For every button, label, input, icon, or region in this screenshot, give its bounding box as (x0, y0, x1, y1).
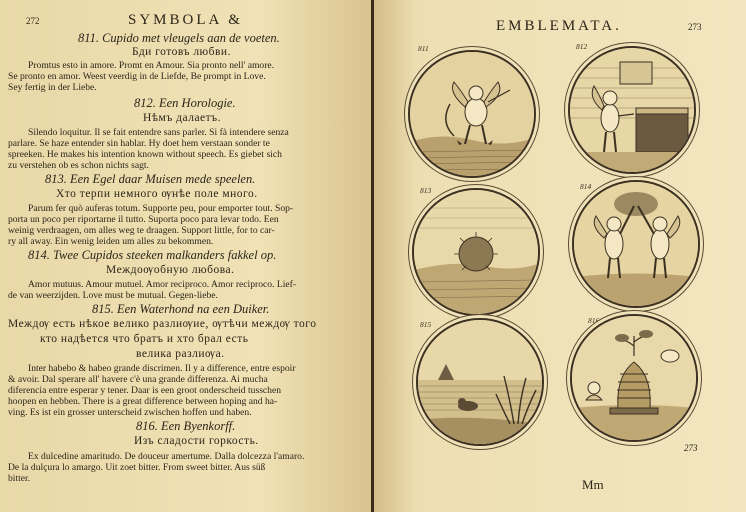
entry-813-line: porta un poco per riportarne il tutto. Suporta poco para levar todo. Een (8, 214, 279, 225)
bottom-page-number: 273 (684, 443, 698, 453)
emblem-811-engraving (408, 50, 536, 178)
left-page (0, 0, 372, 512)
entry-811-slavonic: Бди готовъ любви. (132, 46, 231, 58)
entry-811-line: Se pronto en amor. Weest veerdig in de Liefde, Be prompt in Love. (8, 71, 266, 82)
entry-812-line: spreeken. He makes his intention known without speech. Es giebet sich (8, 149, 282, 160)
entry-813-slavonic: Хто терпи немного ѹнѣе поле много. (56, 188, 258, 200)
entry-816-line: Ex dulcedine amaritudo. De douceur amertume. Dalla dolcezza l'amaro. (28, 451, 305, 462)
right-page-number: 273 (688, 22, 702, 32)
emblem-number: 812 (576, 42, 588, 51)
emblem-number: 813 (420, 186, 432, 195)
emblem-number: 815 (420, 320, 432, 329)
entry-812-slavonic: Нѣмъ далаетъ. (143, 112, 221, 124)
entry-814-slavonic: Междоѹобную любова. (106, 264, 235, 276)
entry-816-slavonic: Изъ сладости горкость. (134, 435, 259, 447)
entry-811-line: Sey fertig in der Liebe. (8, 82, 97, 93)
left-page-number: 272 (26, 16, 40, 26)
emblem-number: 814 (580, 182, 592, 191)
entry-815-slavonic: Междѹ есть нѣкое велико разлиѹие, ѹтѣчи междѹ того (8, 318, 317, 330)
entry-815-slavonic: велика разлиѹа. (136, 348, 225, 360)
entry-813-heading: 813. Een Egel daar Muisen mede speelen. (45, 172, 256, 186)
entry-812-line: parlare. Se haze entender sin hablar. Hy doet hem verstaan sonder te (8, 138, 270, 149)
right-running-head: EMBLEMATA. (496, 18, 622, 34)
emblem-815-engraving (416, 318, 544, 446)
entry-814-line: de van weerzijden. Love must be mutual. Gegen-liebe. (8, 290, 218, 301)
entry-812-line: Silendo loquitur. Il se fait entendre sans parler. Si fà intendere senza (28, 127, 289, 138)
entry-812-line: zu verstehen ob es schon nichts sagt. (8, 160, 149, 171)
left-running-head: SYMBOLA & (128, 12, 243, 28)
emblem-813-engraving (412, 188, 540, 316)
entry-811-heading: 811. Cupido met vleugels aan de voeten. (78, 31, 280, 45)
entry-815-slavonic: кто надѣется что братъ и хто брал есть (40, 333, 249, 345)
entry-815-line: hoopen en hebben. There is a great difference between hoping and ha- (8, 396, 278, 407)
entry-811-line: Promtus esto in amore. Promt en Amour. Sia pronto nell' amore. (28, 60, 275, 71)
entry-813-line: ry all away. Ein wenig leiden um alles zu bekommen. (8, 236, 214, 247)
entry-815-line: & avoir. Dal sperare all' havere c'è una grande differenza. Ai mucha (8, 374, 268, 385)
emblem-814-engraving (572, 180, 700, 308)
entry-816-line: bitter. (8, 473, 31, 484)
emblem-812-engraving (568, 46, 696, 174)
entry-815-line: ving. Es ist ein grosser unterscheid zwischen hoffen und haben. (8, 407, 252, 418)
entry-815-heading: 815. Een Waterhond na een Duiker. (92, 302, 270, 316)
entry-813-line: Parum fer quò auferas totum. Supporte peu, pour emporter tout. Sop- (28, 203, 294, 214)
entry-814-line: Amor mutuus. Amour mutuel. Amor reciproco. Amor reciproco. Lief- (28, 279, 297, 290)
signature-mark: Mm (582, 477, 604, 492)
entry-815-line: Inter habebo & habeo grande discrimen. Il y a difference, entre espoir (28, 363, 296, 374)
emblem-number: 816 (588, 316, 600, 325)
entry-814-heading: 814. Twee Cupidos steeken malkanders fakkel op. (28, 248, 277, 262)
entry-816-line: De la dulçura lo amargo. Uit zoet bitter. From sweet bitter. Aus süß (8, 462, 266, 473)
entry-812-heading: 812. Een Horologie. (134, 96, 236, 110)
right-page (374, 0, 746, 512)
entry-813-line: weinig verdraagen, om alles weg te draagen. Support little, for to car- (8, 225, 275, 236)
emblem-number: 811 (418, 44, 429, 53)
entry-816-heading: 816. Een Byenkorff. (136, 419, 236, 433)
emblem-816-engraving (570, 314, 698, 442)
entry-815-line: diferencia entre esperar y tener. Daar is een groot onderscheid tusschen (8, 385, 282, 396)
